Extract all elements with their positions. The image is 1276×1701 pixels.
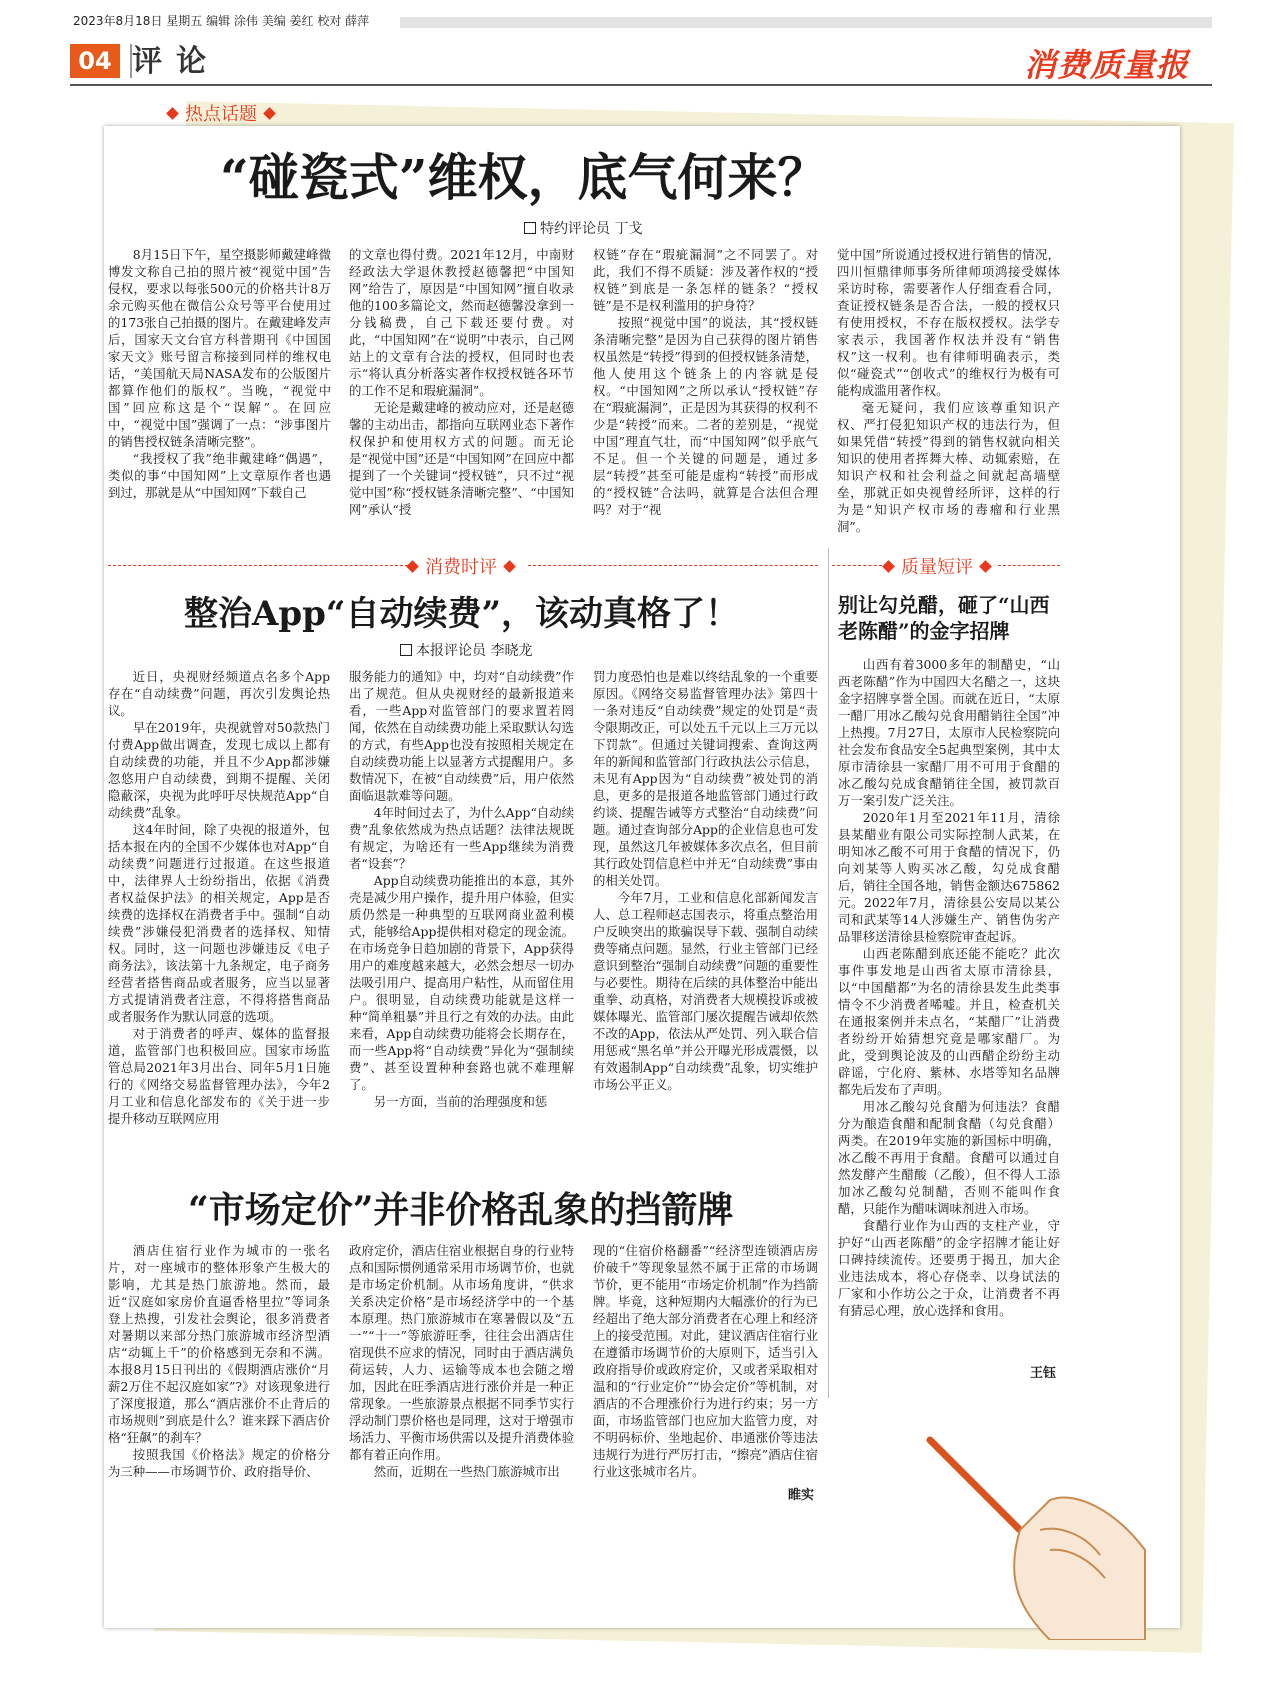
kicker-consumer-review bbox=[408, 553, 514, 579]
column-separator bbox=[828, 548, 829, 1398]
header-gray-bar bbox=[400, 17, 1212, 28]
article-column: 政府定价，酒店住宿业根据自身的行业特点和国际惯例通常采用市场调节价，也就是市场定价机制。从市场角度讲，“供求关系决定价格”是市场经济学中的一个基本原理。热门旅游城市在寒暑假以及“五一”“十一”等旅游旺季，往往会出酒店住宿现供不应求的情况，同时由于酒店满负荷运转，人力、运输等成本也会随之增加，因此在旺季酒店进行涨价并是一种正常现象。一些旅游景点根据不同季节实行浮动制门票价格也是同理，这对于增强市场活力、平衡市场供需以及提升消费体验都有着正向作用。 然而，近期在一些热门旅游城市出 bbox=[349, 1243, 574, 1479]
section-divider-line bbox=[832, 565, 882, 566]
article-column: 的文章也得付费。2021年12月，中南财经政法大学退休教授赵德馨把“中国知网”给告了，原因是“中国知网”擅自收录他的100多篇论文，然而赵德馨没拿到一分钱稿费，自己下载还要付费。对此，“中国知网”在“说明”中表示，自己网站上的文章有合法的授权，但同时也表示“将认真分析落实著作权授权链各环节的工作不足和瑕疵漏洞”。 无论是戴建峰的被动应对，还是赵德馨的主动出击，都指向互联网业态下著作权保护和使用权方式的问题。而无论是“视觉中国”还是“中国知网”在回应中都提到了一个关键词“授权链”，只不过“视觉中国”称“授权链条清晰完整”、“中国知网”承认“授 bbox=[349, 247, 574, 517]
byline: 本报评论员 李晓龙 bbox=[400, 640, 532, 660]
byline: 特约评论员 丁戈 bbox=[524, 218, 642, 238]
article-column: 罚力度恐怕也是难以终结乱象的一个重要原因。《网络交易监督管理办法》第四十一条对违反“自动续费”规定的处罚是“责令限期改正，可以处五千元以上三万元以下罚款”。但通过关键词搜索、查询这两年的新闻和监管部门行政执法公示信息，未见有App因为“自动续费”被处罚的消息，更多的是报道各地监管部门通过行政约谈、提醒告诫等方式整治“自动续费”问题。通过查询部分App的企业信息也可发现，虽然这几年被媒体多次点名，但目前其行政处罚信息栏中并无“自动续费”事由的相关处罚。 今年7月，工业和信息化部新闻发言人、总工程师赵志国表示，将重点整治用户反映突出的欺骗误导下载、强制自动续费等痛点问题。显然，行业主管部门已经意识到整治“强制自动续费”问题的重要性与必要性。期待在后续的具体整治中能出重拳、动真格，对消费者大规模投诉或被媒体曝光、监管部门屡次提醒告诫却依然不改的App，依法从严处罚、列入联合信用惩戒“黑名单”并公开曝光形成震慑，以有效遏制App“自动续费”乱象，切实维护市场公平正义。 bbox=[593, 669, 818, 1092]
diamond-icon bbox=[503, 560, 516, 573]
article-column: 觉中国”所说通过授权进行销售的情况，四川恒鼎律师事务所律师项鸿接受媒体采访时称，需要著作人仔细查看合同，查证授权链条是否合法，一般的授权只有使用授权，不存在版权授权。法学专家表示，我国著作权法并没有“销售权”这一权利。也有律师明确表示，类似“碰瓷式”“创收式”的维权行为极有可能构成滥用著作权。 毫无疑问，我们应该尊重知识产权、严打侵犯知识产权的违法行为，但如果凭借“转授”得到的销售权就向相关知识的使用者挥舞大棒、动辄索赔，在知识产权和社会利益之间就起高墙壁垒，那就正如央视曾经所评，这样的行为是“知识产权市场的毒瘤和行业黑洞”。 bbox=[837, 247, 1060, 534]
hand-shape bbox=[1014, 1497, 1145, 1640]
square-icon bbox=[524, 222, 536, 234]
issue-info-line: 2023年8月18日 星期五 编辑 涂伟 美编 姜红 校对 薛萍 bbox=[73, 14, 370, 28]
kicker-label: 质量短评 bbox=[901, 557, 973, 578]
kicker-hot-topic bbox=[168, 100, 274, 126]
kicker-quality-brief bbox=[884, 553, 990, 579]
article-title: 别让勾兑醋，砸了“山西老陈醋”的金字招牌 bbox=[838, 593, 1050, 643]
author-signature: 王钰 bbox=[1030, 1366, 1057, 1381]
diamond-icon bbox=[979, 560, 992, 573]
square-icon bbox=[400, 644, 412, 656]
article-column: 服务能力的通知》中，均对“自动续费”作出了规范。但从央视财经的最新报道来看，一些App对监管部门的要求置若罔闻，依然在自动续费功能上采取默认勾选的方式，有些App也没有按照相关规定在自动续费功能上以显著方式提醒用户。多数情况下，在被“自动续费”后，用户依然面临退款难等问题。 4年时间过去了，为什么App“自动续费”乱象依然成为热点话题？法律法规既有规定，为啥还有一些App继续为消费者“设套”？ App自动续费功能推出的本意，其外壳是减少用户操作，提升用户体验，但实质仍然是一种典型的互联网商业盈利模式，能够给App提供相对稳定的现金流。在市场竞争日趋加剧的背景下，App获得用户的难度越来越大，必然会想尽一切办法吸引用户、提高用户粘性，从而留住用户。很明显，自动续费功能就是这样一种“简单粗暴”并且行之有效的办法。由此来看，App自动续费功能将会长期存在，而一些App将“自动续费”异化为“强制续费”、甚至设置种种套路也就不难理解了。 另一方面，当前的治理强度和惩 bbox=[349, 669, 574, 1109]
article-column: 现的“住宿价格翻番”“经济型连锁酒店房价破千”等现象显然不属于正常的市场调节价，更不能用“市场定价机制”作为挡箭牌。毕竟，这种短期内大幅涨价的行为已经超出了绝大部分消费者在心理上和经济上的接受范围。对此，建议酒店住宿行业在遵循市场调节价的大原则下，适当引入政府指导价或政府定价，又或者采取相对温和的“行业定价”“协会定价”等机制，对酒店的不合理涨价行为进行约束；另一方面，市场监管部门也应加大监管力度，对不明码标价、坐地起价、串通涨价等违法违规行为进行严厉打击，“擦亮”酒店住宿行业这张城市名片。 bbox=[593, 1243, 818, 1479]
header-rule bbox=[70, 84, 1212, 86]
article-title: “市场定价”并非价格乱象的挡箭牌 bbox=[188, 1189, 734, 1231]
pen-shape bbox=[930, 1440, 1020, 1530]
section-divider-line bbox=[108, 565, 408, 566]
newspaper-logo: 消费质量报 bbox=[1024, 46, 1190, 84]
kicker-label: 消费时评 bbox=[425, 557, 497, 578]
diamond-icon bbox=[166, 107, 179, 120]
diamond-icon bbox=[882, 560, 895, 573]
article-column: 酒店住宿行业作为城市的一张名片，对一座城市的整体形象产生极大的影响，尤其是热门旅游地。然而，最近“汉庭如家房价直逼香格里拉”等词条登上热搜，引发社会舆论，很多消费者对暑期以来部分热门旅游城市经济型酒店“动辄上千”的价格感到无奈和不满。本报8月15日刊出的《假期酒店涨价“月薪2万住不起汉庭如家”?》对该现象进行了深度报道，那么“酒店涨价不止背后的市场规则”到底是什么？谁来踩下酒店价格“狂飙”的刹车？ 按照我国《价格法》规定的价格分为三种——市场调节价、政府指导价、 bbox=[108, 1243, 330, 1479]
article-column: 山西有着3000多年的制醋史，“山西老陈醋”作为中国四大名醋之一，这块金字招牌享誉全国。而就在近日，“太原一醋厂用冰乙酸勾兑食用醋销往全国”冲上热搜。7月27日，太原市人民检察院向社会发布食品安全5起典型案例，其中太原市清徐县一家醋厂用不可用于食醋的冰乙酸勾兑成食醋销往全国，被罚款百万一案引发广泛关注。 2020年1月至2021年11月，清徐县某醋业有限公司实际控制人武某，在明知冰乙酸不可用于食醋的情况下，仍向刘某等人购买冰乙酸，勾兑成食醋后，销往全国各地，销售金额达675862元。2022年7月，清徐县公安局以某公司和武某等14人涉嫌生产、销售伪劣产品罪移送清徐县检察院审查起诉。 山西老陈醋到底还能不能吃？此次事件事发地是山西省太原市清徐县，以“中国醋都”为名的清徐县发生此类事情令不少消费者唏嘘。并且，检查机关在通报案例并未点名，“某醋厂”让消费者纷纷开始猜想究竟是哪家醋厂。为此，受到舆论波及的山西醋企纷纷主动辟谣，宁化府、紫林、水塔等知名品牌都先后发布了声明。 用冰乙酸勾兑食醋为何违法？食醋分为酿造食醋和配制食醋（勾兑食醋）两类。在2019年实施的新国标中明确，冰乙酸不再用于食醋。食醋可以通过自然发酵产生醋酸（乙酸），但不得人工添加冰乙酸勾兑制醋，否则不能叫作食醋，只能作为醋味调味剂进入市场。 食醋行业作为山西的支柱产业，守护好“山西老陈醋”的金字招牌才能让好口碑持续流传。还要勇于揭丑，加大企业违法成本，将心存侥幸、以身试法的厂家和小作坊公之于众，让消费者不再有猜忌心理，放心选择和食用。 bbox=[838, 657, 1060, 1318]
kicker-label: 热点话题 bbox=[185, 104, 257, 125]
section-divider-line bbox=[998, 565, 1060, 566]
page-number: 04 bbox=[70, 44, 120, 78]
article-column: 权链”存在“瑕疵漏洞”之不同罢了。对此，我们不得不质疑：涉及著作权的“授权链”到底是一条怎样的链条？“授权链”是不是权利滥用的护身符？ 按照“视觉中国”的说法，其“授权链条清晰完整”是因为自己获得的图片销售权虽然是“转授”得到的但授权链条清楚，他人使用这个链条上的内容就是侵权。“中国知网”之所以承认“授权链”存在“瑕疵漏洞”，正是因为其获得的权利不少是“转授”而来。二者的差别是，“视觉中国”理直气壮，而“中国知网”似乎底气不足。但一个关键的问题是，通过多层“转授”甚至可能是虚构“转授”而形成的“授权链”合法吗，就算是合法但合理吗？对于“视 bbox=[593, 247, 818, 517]
diamond-icon bbox=[406, 560, 419, 573]
section-title: 评论 bbox=[132, 44, 220, 79]
diamond-icon bbox=[263, 107, 276, 120]
article-title: “碰瓷式”维权，底气何来？ bbox=[220, 148, 828, 207]
section-divider-line bbox=[528, 565, 818, 566]
article-column: 8月15日下午，星空摄影师戴建峰微博发文称自己拍的照片被“视觉中国”告侵权，要求以每张500元的价格共计8万余元购买他在微信公众号等平台使用过的173张自己拍摄的图片。在戴建峰发声后，国家天文台官方科普期刊《中国国家天文》账号留言称接到同样的维权电话，“美国航天局NASA发布的公版图片都算作他们的版权”。当晚，“视觉中国”回应称这是个“误解”。在回应中，“视觉中国”强调了一点：“涉事图片的销售授权链条清晰完整”。 “我授权了我”绝非戴建峰“偶遇”，类似的事“中国知网”上文章原作者也遇到过，那就是从“中国知网”下载自己 bbox=[108, 247, 331, 500]
hand-writing-illustration bbox=[900, 1380, 1160, 1640]
article-column: 近日，央视财经频道点名多个App存在“自动续费”问题，再次引发舆论热议。 早在2019年，央视就曾对50款热门付费App做出调查，发现七成以上都有自动续费的功能，并且不少App都涉嫌忽悠用户自动续费，到期不提醒、关闭隐蔽深，央视为此呼吁尽快规范App“自动续费”乱象。 这4年时间，除了央视的报道外，包括本报在内的全国不少媒体也对App“自动续费”问题进行过报道。在这些报道中，法律界人士纷纷指出，依据《消费者权益保护法》的相关规定，App是否续费的选择权在消费者手中。强制“自动续费”涉嫌侵犯消费者的选择权、知情权。同时，这一问题也涉嫌违反《电子商务法》，该法第十九条规定，电子商务经营者搭售商品或者服务，应当以显著方式提请消费者注意，不得将搭售商品或者服务作为默认同意的选项。 对于消费者的呼声、媒体的监督报道，监管部门也积极回应。国家市场监管总局2021年3月出台、同年5月1日施行的《网络交易监督管理办法》，今年2月工业和信息化部发布的《关于进一步提升移动互联网应用 bbox=[108, 669, 330, 1126]
author-signature: 睢实 bbox=[788, 1488, 815, 1503]
article-title: 整治App“自动续费”，该动真格了！ bbox=[184, 594, 740, 634]
